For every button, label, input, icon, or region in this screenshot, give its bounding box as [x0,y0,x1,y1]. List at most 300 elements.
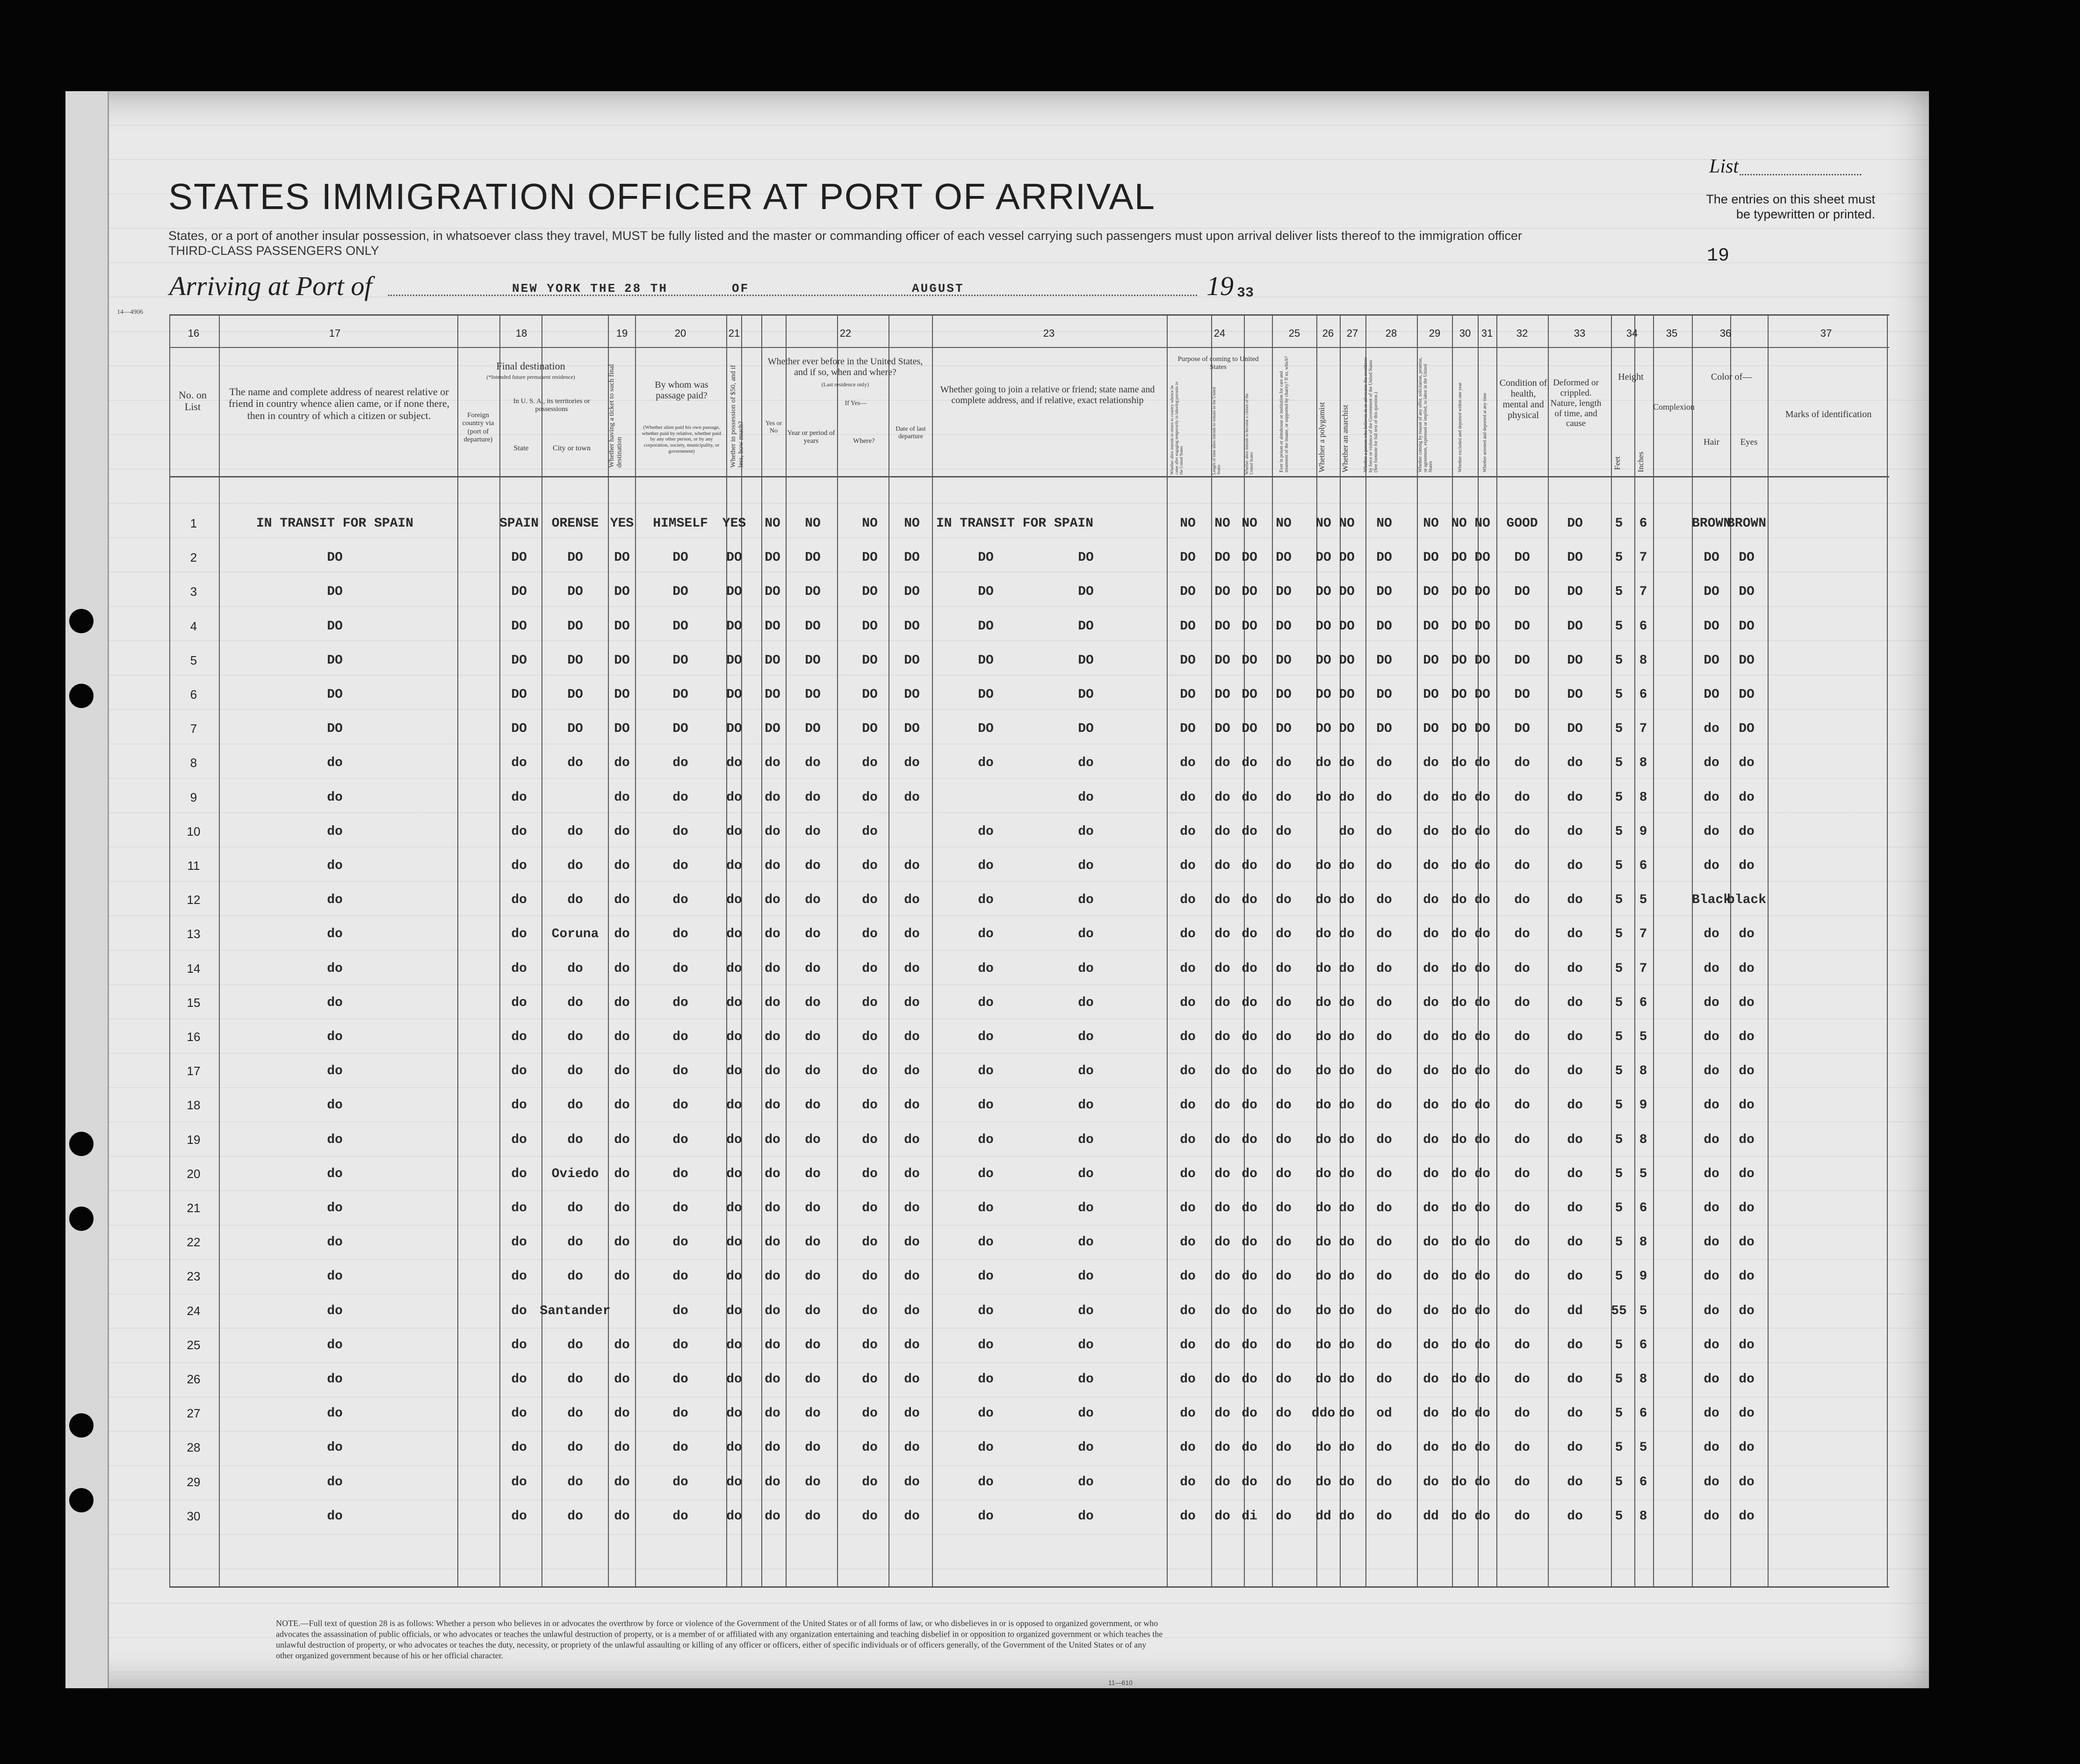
cell-c19: do [614,1030,630,1044]
cell-c19: do [614,1132,630,1147]
cell-c30: do [1451,859,1467,873]
header-purpose-b: Length of time alien intends to remain in the United States [1212,387,1221,475]
cell-yn: do [765,1166,780,1181]
cell-yr: DO [805,653,821,668]
cell-in: 8 [1639,1064,1647,1079]
cell-c21: DO [726,550,742,565]
cell-c24: do [1242,893,1257,908]
column-rule [1211,314,1212,1586]
cell-c28: do [1376,756,1392,771]
row-number: 9 [190,790,197,804]
cell-c20: do [672,1166,688,1181]
cell-c33: do [1567,1098,1583,1113]
cell-yr: do [805,1509,821,1524]
cell-c23b: do [1078,1166,1094,1181]
cell-c19: do [614,1372,630,1387]
cell-c31: DO [1474,550,1490,565]
cell-c26: do [1315,1440,1331,1455]
cell-c31: do [1474,1406,1490,1421]
cell-c33: do [1567,1440,1583,1455]
cell-dt: do [904,1166,920,1181]
column-rule [457,314,458,1586]
cell-c17: do [327,1440,343,1455]
row-number: 5 [190,653,197,667]
cell-c33: DO [1567,722,1583,737]
cell-a24: do [1180,893,1196,908]
header-state: State [513,444,529,452]
cell-a24: NO [1180,516,1196,531]
header-excluded: Whether excluded and deported within one year [1458,382,1463,472]
row-number: 28 [187,1440,201,1455]
cell-c32: DO [1514,619,1530,634]
cell-a24: DO [1180,687,1196,702]
cell-c31: do [1474,961,1490,976]
cell-hair: BROWN [1691,516,1732,531]
cell-eyes: do [1739,1064,1755,1079]
column-number: 21 [728,327,740,339]
cell-c29: DO [1423,653,1439,668]
cell-c19: do [614,995,630,1010]
cell-c32: do [1514,893,1530,908]
cell-c28: do [1376,1337,1392,1352]
cell-dt: do [904,756,920,771]
cell-city: do [567,995,583,1010]
cell-c25: do [1276,1337,1292,1352]
cell-c21: do [726,859,742,873]
cell-c19: do [614,756,630,771]
cell-c29: do [1423,1337,1439,1352]
cell-in: 8 [1639,1372,1647,1387]
cell-c32: DO [1514,585,1530,600]
cell-c20: do [672,859,688,873]
cell-c25: do [1276,1269,1292,1284]
cell-c30: DO [1451,619,1467,634]
cell-yn: do [765,790,780,805]
cell-c23b: do [1078,1132,1094,1147]
cell-c23a: do [978,824,994,839]
cell-c17: DO [327,619,343,634]
column-rule [932,314,933,1586]
cell-a24: do [1180,1030,1196,1044]
cell-c32: DO [1514,550,1530,565]
cell-state: DO [511,687,527,702]
cell-c20: DO [672,585,688,600]
cell-a24: do [1180,995,1196,1010]
cell-c29: do [1423,1166,1439,1181]
cell-c24: do [1242,1303,1257,1318]
cell-ft: 5 [1615,893,1623,908]
cell-c21: do [726,1303,742,1318]
cell-c23b: do [1078,1509,1094,1524]
cell-hair: do [1704,824,1719,839]
cell-c24: do [1242,1406,1257,1421]
cell-c29: do [1423,927,1439,942]
cell-where: DO [862,619,878,634]
cell-c28: do [1376,790,1392,805]
column-number: 24 [1213,327,1226,339]
row-rule [169,1586,1889,1588]
cell-c27: do [1339,995,1355,1010]
cell-yn: do [765,1064,780,1079]
cell-c27: do [1339,790,1355,805]
cell-c31: do [1474,1337,1490,1352]
column-rule [499,314,500,1586]
cell-dt: do [904,1201,920,1215]
cell-c20: DO [672,722,688,737]
cell-yn: DO [765,687,780,702]
cell-c28: do [1376,1440,1392,1455]
header-overthrow: Whether a person who believes in or advocates the overthrow by force or violence of the Government of the United States (See footnote for full text of this question.) [1363,357,1379,472]
cell-c26: do [1315,1269,1331,1284]
cell-c21: DO [726,619,742,634]
header-fifty-dollars: Whether in possession of $50, and if less, how much? [729,365,745,468]
cell-dt: do [904,961,920,976]
arrival-of: OF [732,282,750,296]
cell-c17: do [327,1064,343,1079]
cell-c23a: do [978,1406,994,1421]
cell-c24: do [1242,1440,1257,1455]
header-prison: Ever in prison or almshouse or institution for care and treatment of the insane, or supported by charity? If so, which? [1279,356,1289,472]
cell-c23b: do [1078,756,1094,771]
cell-hair: do [1704,722,1719,737]
cell-c23a: DO [978,687,994,702]
cell-c21: do [726,1132,742,1147]
cell-state: do [511,1235,527,1250]
cell-a24: do [1180,1406,1196,1421]
cell-state: do [511,1406,527,1421]
header-nearest-relative: The name and complete address of nearest relative or friend in country whence alien came, or if none there, then in country of which a citizen or subject. [228,386,450,421]
cell-c29: DO [1423,722,1439,737]
cell-in: 8 [1639,653,1647,668]
cell-c25: do [1276,893,1292,908]
cell-c32: do [1514,1201,1530,1215]
header-passage-paid-sub: (Whether alien paid his own passage, whether paid by relative, whether paid by any other person, or by any corporation, society, municipality, or government) [642,425,722,454]
cell-state: do [511,1166,527,1181]
cell-hair: do [1704,790,1719,805]
cell-hair: do [1704,1475,1719,1489]
cell-c27: do [1339,1337,1355,1352]
column-rule [635,314,636,1586]
cell-city: do [567,824,583,839]
cell-eyes: DO [1739,653,1755,668]
cell-c27: do [1339,927,1355,942]
cell-b24: DO [1214,722,1230,737]
cell-yr: do [805,1235,821,1250]
arrival-port: NEW YORK THE [512,282,617,296]
arriving-dotted-line [388,295,1197,296]
cell-eyes: DO [1739,550,1755,565]
cell-c23a: do [978,961,994,976]
cell-c21: DO [726,687,742,702]
cell-c26: do [1315,1201,1331,1215]
cell-hair: DO [1704,687,1719,702]
cell-c25: do [1276,790,1292,805]
cell-ft: 5 [1615,1269,1623,1284]
cell-c32: DO [1514,653,1530,668]
cell-in: 6 [1639,516,1647,531]
punch-hole [69,609,94,633]
cell-c30: do [1451,1064,1467,1079]
header-foreign-country: Foreign country via (port of departure) [462,412,494,443]
row-number: 1 [190,516,197,530]
cell-ft: 5 [1615,1064,1623,1079]
header-final-destination: Final destination [496,360,565,372]
cell-hair: do [1704,1030,1719,1044]
cell-state: DO [511,585,527,600]
cell-where: do [862,1064,878,1079]
cell-dt: NO [904,516,920,531]
cell-c23b: do [1078,1235,1094,1250]
cell-c31: do [1474,1372,1490,1387]
cell-in: 9 [1639,1269,1647,1284]
header-date-departure: Date of last departure [896,426,926,441]
cell-dt: DO [904,722,920,737]
cell-c17: do [327,1475,343,1489]
cell-c32: DO [1514,722,1530,737]
cell-yn: do [765,1098,780,1113]
cell-dt: do [904,995,920,1010]
column-rule [1478,314,1479,1586]
cell-c17: DO [327,687,343,702]
cell-c33: do [1567,1235,1583,1250]
cell-c32: do [1514,1269,1530,1284]
cell-yn: do [765,756,780,771]
cell-c21: do [726,1509,742,1524]
cell-c26: dd [1315,1509,1331,1524]
cell-c30: do [1451,1406,1467,1421]
cell-c30: do [1451,756,1467,771]
cell-c28: do [1376,995,1392,1010]
cell-c33: DO [1567,653,1583,668]
cell-c27: do [1339,1030,1355,1044]
cell-b24: do [1214,893,1230,908]
cell-dt: do [904,859,920,873]
cell-hair: do [1704,927,1719,942]
header-labor-offer: Whether coming by reason of any offer, solicitation, promise, or agreement, expressed or implied, to labor in the United States [1418,357,1433,472]
subtitle-line-2: THIRD-CLASS PASSENGERS ONLY [168,244,379,258]
cell-state: do [511,1337,527,1352]
cell-a24: do [1180,1440,1196,1455]
column-rule [1634,314,1635,1586]
cell-c17: do [327,1269,343,1284]
column-number: 25 [1288,327,1300,339]
cell-c32: do [1514,1166,1530,1181]
cell-c24: do [1242,1098,1257,1113]
cell-c20: do [672,1064,688,1079]
cell-c20: do [672,1337,688,1352]
header-marks: Marks of identification [1785,409,1872,419]
cell-c17: DO [327,585,343,600]
cell-c21: do [726,1269,742,1284]
cell-c30: do [1451,1475,1467,1489]
cell-c23a: do [978,1303,994,1318]
cell-where: do [862,1509,878,1524]
cell-where: do [862,961,878,976]
cell-c27: DO [1339,653,1355,668]
cell-c31: do [1474,1166,1490,1181]
cell-c20: DO [672,687,688,702]
cell-c23b: do [1078,961,1094,976]
cell-a24: do [1180,790,1196,805]
cell-c26: DO [1315,722,1331,737]
cell-c28: do [1376,1030,1392,1044]
cell-c19: DO [614,585,630,600]
cell-c33: do [1567,824,1583,839]
cell-c23a: DO [978,619,994,634]
header-polygamist: Whether a polygamist [1317,402,1326,472]
cell-c31: DO [1474,585,1490,600]
cell-yr: do [805,1166,821,1181]
cell-ft: 5 [1615,653,1623,668]
cell-a24: do [1180,961,1196,976]
cell-c29: DO [1423,687,1439,702]
cell-yn: DO [765,550,780,565]
cell-hair: do [1704,1166,1719,1181]
row-number: 25 [187,1337,201,1352]
header-if-yes: If Yes— [845,400,867,407]
cell-c31: do [1474,824,1490,839]
cell-where: do [862,790,878,805]
cell-dt: do [904,1406,920,1421]
row-number: 4 [190,619,197,633]
cell-c27: do [1339,1166,1355,1181]
header-hair: Hair [1704,437,1719,447]
cell-where: do [862,1166,878,1181]
cell-c21: YES [722,516,746,531]
cell-dt: do [904,1030,920,1044]
cell-c20: do [672,995,688,1010]
cell-c20: do [672,824,688,839]
cell-city: do [567,1269,583,1284]
cell-dt: do [904,1475,920,1489]
cell-state: do [511,859,527,873]
cell-ft: 5 [1615,516,1623,531]
cell-c23b: do [1078,893,1094,908]
cell-c32: do [1514,859,1530,873]
cell-c25: DO [1276,653,1292,668]
cell-a24: do [1180,1166,1196,1181]
cell-b24: do [1214,1235,1230,1250]
cell-c30: DO [1451,653,1467,668]
cell-b24: DO [1214,585,1230,600]
cell-c21: do [726,1337,742,1352]
cell-c27: do [1339,1098,1355,1113]
cell-c25: do [1276,995,1292,1010]
cell-c20: do [672,1406,688,1421]
cell-c24: DO [1242,619,1257,634]
cell-b24: DO [1214,550,1230,565]
cell-c26: do [1315,1064,1331,1079]
cell-c21: do [726,1201,742,1215]
cell-c21: do [726,1372,742,1387]
cell-in: 6 [1639,1475,1647,1489]
cell-state: DO [511,653,527,668]
cell-c26: DO [1315,550,1331,565]
header-year-period: Year or period of years [787,429,835,445]
cell-c29: do [1423,1475,1439,1489]
cell-hair: do [1704,859,1719,873]
cell-c30: do [1451,893,1467,908]
cell-yr: DO [805,550,821,565]
cell-c24: do [1242,995,1257,1010]
cell-where: do [862,995,878,1010]
cell-c30: DO [1451,585,1467,600]
cell-c30: NO [1451,516,1467,531]
header-arrested: Whether arrested and deported at any time [1482,393,1488,472]
cell-eyes: do [1739,927,1755,942]
cell-c25: do [1276,1509,1292,1524]
cell-c20: do [672,1201,688,1215]
cell-c33: do [1567,1406,1583,1421]
cell-c28: do [1376,1098,1392,1113]
cell-c23a: DO [978,653,994,668]
cell-in: 7 [1639,585,1647,600]
cell-c19: do [614,1064,630,1079]
row-number: 7 [190,722,197,736]
punch-hole [69,684,94,708]
cell-c29: do [1423,1201,1439,1215]
header-anarchist: Whether an anarchist [1341,405,1350,472]
header-no-on-list: No. on List [179,389,207,413]
cell-c31: DO [1474,619,1490,634]
cell-b24: do [1214,1132,1230,1147]
cell-dt: do [904,1098,920,1113]
cell-eyes: do [1739,961,1755,976]
cell-c23a: DO [978,722,994,737]
cell-c17: DO [327,722,343,737]
header-health: Condition of health, mental and physical [1499,378,1547,420]
cell-dt: do [904,1372,920,1387]
cell-c30: do [1451,1098,1467,1113]
cell-c28: do [1376,1235,1392,1250]
cell-yr: do [805,790,821,805]
column-number: 31 [1481,327,1493,339]
cell-hair: do [1704,1372,1719,1387]
cell-state: do [511,1064,527,1079]
cell-c21: do [726,1064,742,1079]
cell-c19: do [614,1166,630,1181]
column-number: 29 [1429,327,1441,339]
cell-ft: 5 [1615,1475,1623,1489]
cell-in: 6 [1639,1337,1647,1352]
punch-hole [69,1132,94,1156]
cell-c24: do [1242,1064,1257,1079]
cell-c27: DO [1339,722,1355,737]
cell-c32: do [1514,1303,1530,1318]
cell-c33: do [1567,1509,1583,1524]
column-rule [608,314,609,1586]
cell-city: DO [567,585,583,600]
cell-where: do [862,1201,878,1215]
row-number: 2 [190,550,197,565]
row-number: 24 [187,1303,201,1318]
cell-where: do [862,1372,878,1387]
cell-c27: do [1339,1406,1355,1421]
cell-hair: do [1704,1132,1719,1147]
cell-c20: do [672,893,688,908]
cell-c23a: do [978,1337,994,1352]
cell-c25: do [1276,859,1292,873]
cell-c26: do [1315,1030,1331,1044]
cell-eyes: do [1739,1337,1755,1352]
cell-eyes: do [1739,1030,1755,1044]
cell-city: do [567,1509,583,1524]
cell-c33: do [1567,790,1583,805]
cell-c19: do [614,1406,630,1421]
row-number: 21 [187,1201,201,1215]
cell-c30: do [1451,1132,1467,1147]
cell-c21: do [726,927,742,942]
